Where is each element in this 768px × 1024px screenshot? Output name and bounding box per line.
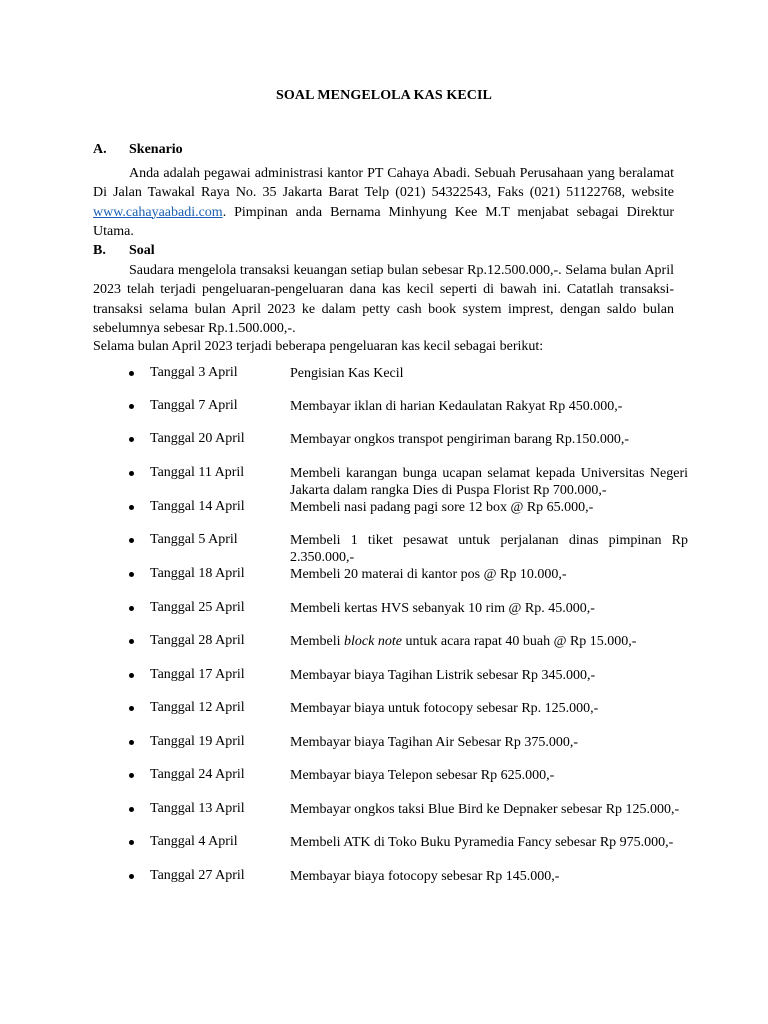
transaction-description: Membayar biaya untuk fotocopy sebesar Rp. 125.000,- — [290, 701, 599, 716]
bullet-icon — [129, 874, 134, 879]
section-a-letter: A. — [93, 142, 107, 157]
scenario-text: Anda adalah pegawai administrasi kantor PT Cahaya Abadi. Sebuah Perusahaan yang beralamat Di Jalan Tawakal Raya No. 35 Jakarta Barat Telp (021) 54322543, Faks (021) 51122768, website — [93, 166, 674, 201]
transaction-description: Membayar ongkos transpot pengiriman barang Rp.150.000,- — [290, 432, 630, 447]
bullet-icon — [129, 471, 134, 476]
scenario-paragraph — [93, 164, 674, 241]
description-text-end: untuk acara rapat 40 buah @ Rp 15.000,- — [401, 634, 637, 649]
transaction-description: Membayar biaya fotocopy sebesar Rp 145.000,- — [290, 869, 560, 884]
transaction-description — [290, 633, 688, 650]
bullet-icon — [129, 505, 134, 510]
transaction-description: Membayar iklan di harian Kedaulatan Rakyat Rp 450.000,- — [290, 399, 623, 414]
bullet-icon — [129, 437, 134, 442]
transaction-date: Tanggal 3 April — [150, 365, 238, 380]
section-b-letter: B. — [93, 243, 106, 258]
transaction-description: Membayar biaya Tagihan Air Sebesar Rp 375.000,- — [290, 735, 579, 750]
question-text: Saudara mengelola transaksi keuangan setiap bulan sebesar Rp.12.500.000,-. Selama bulan April 2023 telah terjadi pengeluaran-pengeluaran dana kas kecil seperti di bawah ini. Catatlah transaksi-transaksi selama bulan April 2023 ke dalam petty cash book system imprest, dengan saldo bulan sebelumnya sebesar Rp.1.500.000,-. — [93, 263, 674, 336]
transaction-date: Tanggal 27 April — [150, 868, 245, 883]
transaction-description: Membeli 1 tiket pesawat untuk perjalanan dinas pimpinan Rp 2.350.000,- — [290, 533, 688, 565]
transaction-date: Tanggal 19 April — [150, 734, 245, 749]
bullet-icon — [129, 371, 134, 376]
transaction-description: Pengisian Kas Kecil — [290, 366, 404, 381]
bullet-icon — [129, 538, 134, 543]
bullet-icon — [129, 706, 134, 711]
bullet-icon — [129, 740, 134, 745]
transaction-description: Membeli kertas HVS sebanyak 10 rim @ Rp. 45.000,- — [290, 601, 595, 616]
transaction-description: Membayar biaya Telepon sebesar Rp 625.000,- — [290, 768, 555, 783]
bullet-icon — [129, 572, 134, 577]
section-b-title: Soal — [129, 243, 155, 258]
description-italic: block note — [344, 634, 402, 649]
transaction-description: Membeli karangan bunga ucapan selamat kepada Universitas Negeri Jakarta dalam rangka Dies di Puspa Florist Rp 700.000,- — [290, 466, 688, 498]
transaction-date: Tanggal 17 April — [150, 667, 245, 682]
section-a-title: Skenario — [129, 142, 183, 157]
bullet-icon — [129, 673, 134, 678]
transaction-description: Membeli nasi padang pagi sore 12 box @ Rp 65.000,- — [290, 500, 594, 515]
section-a-heading — [93, 142, 183, 158]
transaction-date: Tanggal 13 April — [150, 801, 245, 816]
transaction-description: Membayar biaya Tagihan Listrik sebesar Rp 345.000,- — [290, 668, 596, 683]
bullet-icon — [129, 773, 134, 778]
question-paragraph — [93, 261, 674, 338]
transaction-date: Tanggal 28 April — [150, 633, 245, 648]
transaction-date: Tanggal 18 April — [150, 566, 245, 581]
transaction-description: Membeli 20 materai di kantor pos @ Rp 10.000,- — [290, 567, 567, 582]
transaction-date: Tanggal 20 April — [150, 431, 245, 446]
transaction-description: Membeli ATK di Toko Buku Pyramedia Fancy sebesar Rp 975.000,- — [290, 835, 674, 850]
website-link[interactable]: www.cahayaabadi.com — [93, 204, 223, 220]
description-text: Membeli — [290, 634, 345, 649]
bullet-icon — [129, 807, 134, 812]
section-b-heading — [93, 243, 155, 259]
transaction-date: Tanggal 5 April — [150, 532, 238, 547]
bullet-icon — [129, 840, 134, 845]
transaction-date: Tanggal 24 April — [150, 767, 245, 782]
transaction-date: Tanggal 25 April — [150, 600, 245, 615]
bullet-icon — [129, 639, 134, 644]
transaction-date: Tanggal 4 April — [150, 834, 238, 849]
transaction-date: Tanggal 7 April — [150, 398, 238, 413]
transaction-date: Tanggal 14 April — [150, 499, 245, 514]
scenario-text-end: . Pimpinan anda Bernama Minhyung Kee M.T menjabat sebagai Direktur Utama. — [93, 204, 674, 239]
bullet-icon — [129, 404, 134, 409]
document-title: SOAL MENGELOLA KAS KECIL — [276, 88, 492, 103]
transaction-date: Tanggal 12 April — [150, 700, 245, 715]
transactions-intro: Selama bulan April 2023 terjadi beberapa pengeluaran kas kecil sebagai berikut: — [93, 339, 544, 354]
transaction-date: Tanggal 11 April — [150, 465, 245, 480]
bullet-icon — [129, 606, 134, 611]
transaction-description: Membayar ongkos taksi Blue Bird ke Depnaker sebesar Rp 125.000,- — [290, 802, 680, 817]
